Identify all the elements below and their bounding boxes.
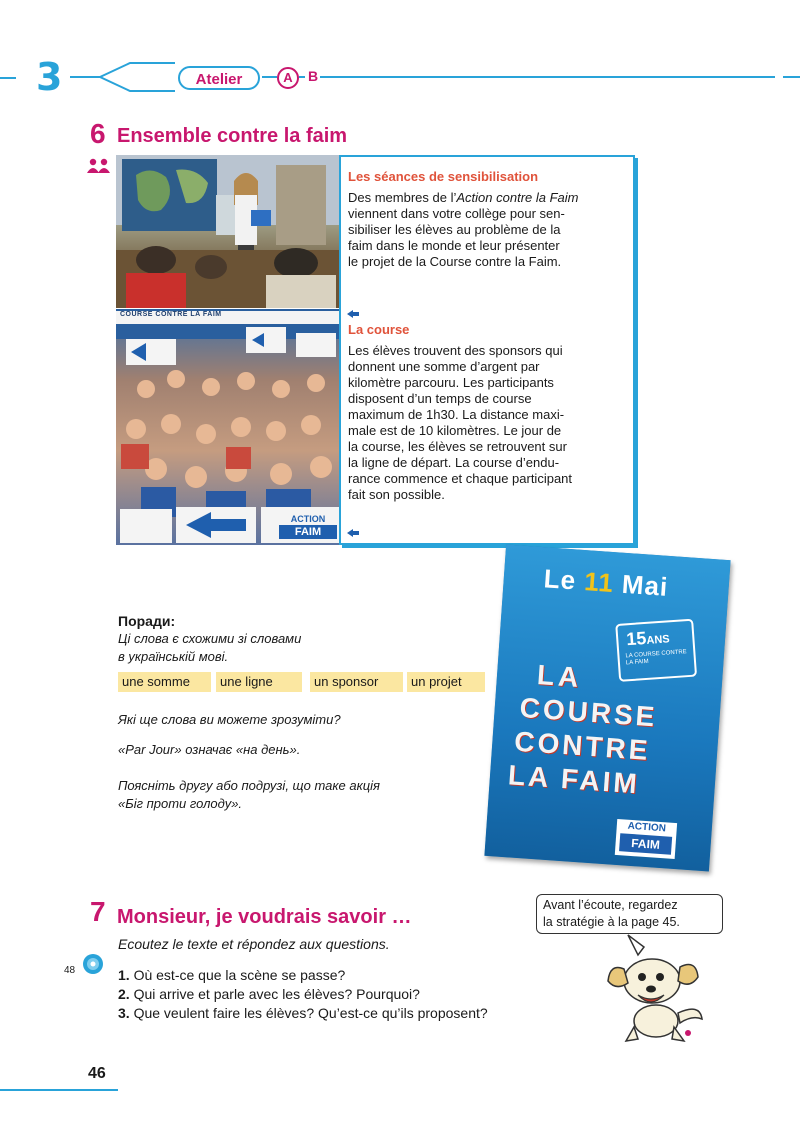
para2-line-5: maximum de 1h30. La distance maxi- [348,407,565,422]
poster-word-la: LA [536,659,584,694]
photo-banner-text: COURSE CONTRE LA FAIM [120,311,222,318]
poster-date-month: Mai [620,568,670,602]
para2-line-7: la course, les élèves se retrouvent sur [348,439,567,454]
question-1-number: 1. [118,967,130,983]
poster-logo-bottom: FAIM [619,833,672,855]
tips-question-3-line-1: Поясніть другу або подрузі, що таке акція [118,778,380,793]
poster-logo [615,819,677,859]
exercise-6-title: Ensemble contre la faim [117,125,348,147]
question-2-text: Qui arrive et parle avec les élèves? Pourquoi? [133,986,420,1002]
dog-mascot-icon [600,933,710,1045]
exercise-6-number: 6 [90,118,106,149]
para1-line-2: viennent dans votre collège pour sen- [348,206,565,221]
question-2 [118,985,420,1003]
poster-word-course: COURSE [518,691,659,733]
tips-title: Поради: [118,613,176,629]
poster-stamp-text: LA COURSE CONTRE LA FAIM [625,649,687,667]
box-heading-2: La course [348,322,410,337]
para2-line-8: la ligne de départ. La course d’endu- [348,455,560,470]
audio-cd-icon[interactable] [82,953,104,975]
para1-line-1 [348,190,633,206]
para2-line-1: Les élèves trouvent des sponsors qui [348,343,563,358]
para1-line-4: faim dans le monde et leur présenter [348,238,560,253]
para2-line-9: rance commence et chaque participant [348,471,573,486]
word-chip-somme: une somme [118,672,211,692]
section-a-badge: A [277,67,299,89]
para2-line-2: donnent une somme d’argent par [348,359,540,374]
tips-line-1: Ці слова є схожими зі словами [118,631,302,646]
word-chip-sponsor: un sponsor [310,672,403,692]
para2-line-4: disposent d’un temps de course [348,391,532,406]
poster-word-contre: CONTRE [513,725,652,767]
strategy-speech-bubble [536,894,723,934]
audio-track-number: 48 [64,965,76,976]
para1-line-3: sibiliser les élèves au problème de la [348,222,561,237]
unit-number: 3 [36,55,63,99]
atelier-label: Atelier [178,66,260,90]
box-paragraph-2 [348,343,633,503]
page-number: 46 [88,1065,106,1082]
question-2-number: 2. [118,986,130,1002]
poster-stamp-ans: ANS [646,633,671,647]
question-1-text: Où est-ce que la scène se passe? [133,967,346,983]
para2-line-10: fait son possible. [348,487,445,502]
para1-line-1-text: Des membres de l’ [348,190,457,205]
poster-word-lafaim: LA FAIM [507,759,641,800]
bubble-line-1: Avant l’écoute, regardez [543,898,678,912]
tips-question-1: Які ще слова ви можете зрозуміти? [118,712,341,727]
tips-question-3-line-2: «Біг проти голоду». [118,796,243,811]
box-heading-1: Les séances de sensibilisation [348,169,539,184]
pair-work-icon [86,158,112,174]
photo-logo-top: ACTION [290,514,326,524]
exercise-7-instruction: Ecoutez le texte et répondez aux questions. [118,936,390,952]
para1-line-1-italic: Action contre la Faim [456,190,579,205]
poster-stamp-years: 15 [625,627,647,650]
question-3-number: 3. [118,1005,130,1021]
tips-question-2: «Par Jour» означає «на день». [118,742,301,757]
photo-logo-bottom: FAIM [279,525,337,539]
race-poster [484,545,730,872]
poster-stamp [615,619,697,682]
para2-line-3: kilomètre parcouru. Les participants [348,375,554,390]
arrow-marker-2-icon [347,529,359,537]
poster-logo-top: ACTION [627,820,667,835]
word-chip-projet: un projet [407,672,485,692]
para1-line-5: le projet de la Course contre la Faim. [348,254,562,269]
tips-line-2: в українській мові. [118,649,229,664]
footer-rule [0,1089,118,1091]
bubble-line-2: la stratégie à la page 45. [543,915,680,929]
exercise-7-number: 7 [90,896,106,927]
arrow-marker-1-icon [347,310,359,318]
classroom-photo [116,155,339,308]
question-3 [118,1004,488,1022]
exercise-7-title: Monsieur, je voudrais savoir … [117,906,412,928]
para2-line-6: male est de 10 kilomètres. Le jour de [348,423,562,438]
section-b-label: B [308,68,319,84]
word-chip-ligne: une ligne [216,672,302,692]
participants-photo [116,309,339,545]
question-1 [118,966,345,984]
poster-date-day: 11 [583,566,615,599]
poster-date-le: Le [542,563,578,596]
question-3-text: Que veulent faire les élèves? Qu’est-ce qu’ils proposent? [133,1005,488,1021]
box-paragraph-1 [348,190,633,270]
header-arrow-shape [0,55,800,99]
